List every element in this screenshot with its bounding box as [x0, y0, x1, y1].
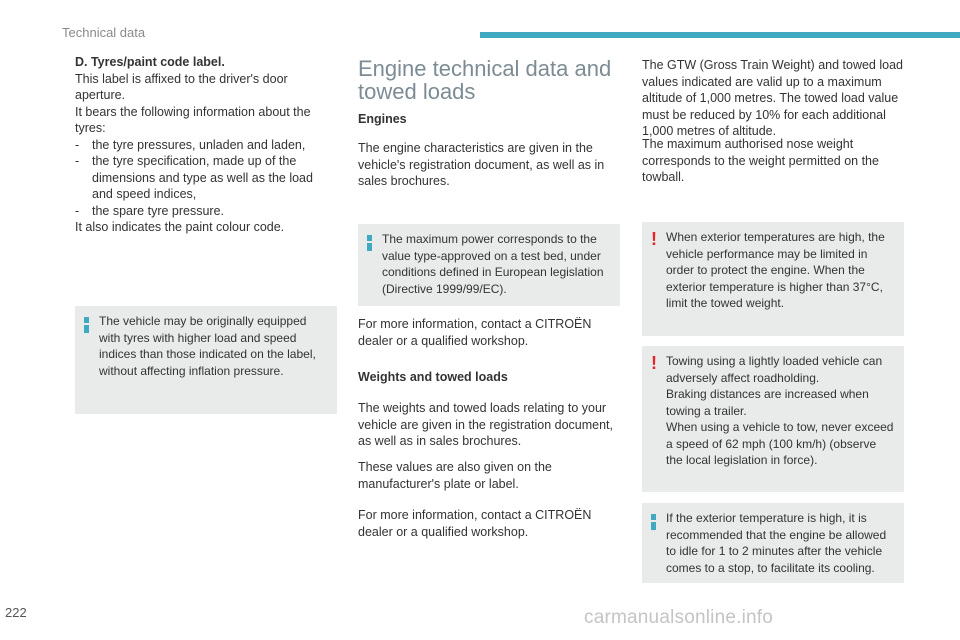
note-line: Towing using a lightly loaded vehicle can adversely affect roadholding.: [666, 354, 883, 385]
weights-text: The weights and towed loads relating to your vehicle are given in the registration document, as well as in sales brochures.: [358, 401, 614, 448]
nose-weight-text: The maximum authorised nose weight corresponds to the weight permitted on the towball.: [642, 137, 879, 184]
warning-icon: !: [651, 229, 657, 249]
dash-bullet: -: [75, 154, 80, 168]
info-icon: [84, 317, 89, 333]
more-info-text: For more information, contact a CITROËN dealer or a qualified workshop.: [358, 508, 592, 539]
watermark: carmanualsonline.info: [584, 607, 774, 628]
dash-bullet: -: [75, 137, 80, 152]
info-note-tyres: [75, 306, 337, 414]
list-item: [75, 137, 337, 154]
info-icon: [651, 514, 656, 530]
note-text: When exterior temperatures are high, the vehicle performance may be limited in order to protect the engine. When the exterior temperature is higher than 37°C, limit the towed weight.: [666, 230, 885, 310]
list-item: [75, 203, 337, 220]
warning-icon: !: [651, 353, 657, 373]
list-item: [75, 153, 337, 203]
note-line: Braking distances are increased when towing a trailer.: [666, 387, 869, 418]
list-item-text: the tyre specification, made up of the dimensions and type as well as the load and speed indices,: [92, 154, 313, 201]
note-text: The vehicle may be originally equipped with tyres with higher load and speed indices than those indicated on the label, without affecting inflation pressure.: [99, 314, 316, 378]
info-note-power: [358, 224, 620, 306]
weights-heading: Weights and towed loads: [358, 370, 508, 384]
engines-heading: Engines: [358, 112, 407, 126]
info-note-cooling: [642, 503, 904, 583]
paint-code-text: It also indicates the paint colour code.: [75, 220, 285, 234]
section-title: Engine technical data and towed loads: [358, 56, 612, 104]
plate-text: These values are also given on the manufacturer's plate or label.: [358, 460, 552, 491]
engines-text: The engine characteristics are given in the vehicle's registration document, as well as in sales brochures.: [358, 141, 605, 188]
info-icon: [367, 235, 372, 251]
section-header: Technical data: [62, 25, 146, 40]
gtw-text: The GTW (Gross Train Weight) and towed load values indicated are valid up to a maximum altitude of 1,000 metres. The towed load value must be reduced by 10% for each additional 1,000 metres of altitude.: [642, 58, 903, 138]
tyre-label-title: D. Tyres/paint code label.: [75, 55, 225, 69]
note-line: When using a vehicle to tow, never exceed a speed of 62 mph (100 km/h) (observe the local legislation in force).: [666, 420, 894, 467]
page-number: 222: [5, 605, 27, 620]
intro-line: It bears the following information about the tyres:: [75, 104, 311, 135]
more-info-text: For more information, contact a CITROËN dealer or a qualified workshop.: [358, 317, 592, 348]
warning-note-temperature: [642, 222, 904, 336]
intro-line: This label is affixed to the driver's door aperture.: [75, 71, 288, 102]
warning-note-towing: [642, 346, 904, 492]
list-item-text: the tyre pressures, unladen and laden,: [92, 137, 306, 152]
note-text: If the exterior temperature is high, it is recommended that the engine be allowed to idle for 1 to 2 minutes after the vehicle comes to a stop, to facilitate its cooling.: [666, 511, 887, 575]
section-title-block: [358, 57, 628, 103]
tyre-label-section: [75, 54, 337, 236]
list-item-text: the spare tyre pressure.: [92, 203, 225, 218]
dash-bullet: -: [75, 203, 80, 218]
note-text: The maximum power corresponds to the value type-approved on a test bed, under conditions defined in European legislation (Directive 1999/99/EC).: [382, 232, 604, 296]
header-accent-bar: [480, 32, 960, 38]
